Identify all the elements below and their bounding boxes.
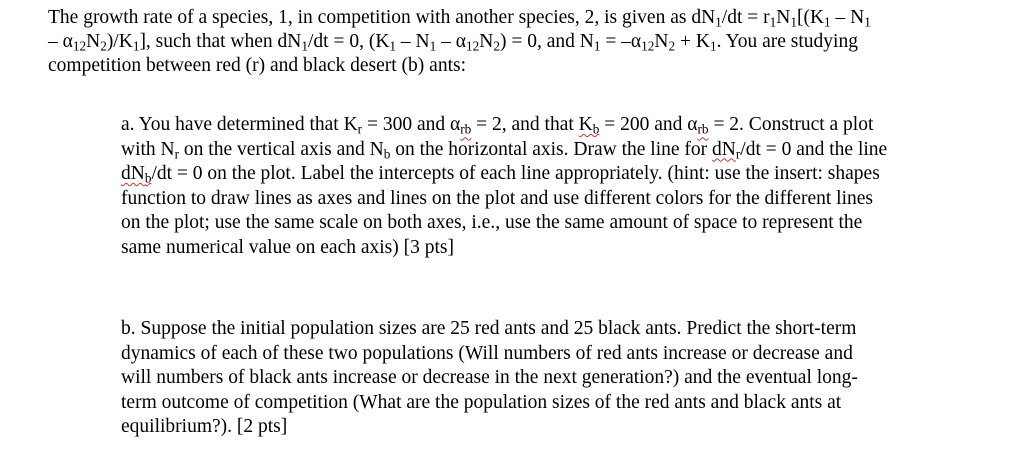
part-b-line-2: dynamics of each of these two populations (Will numbers of red ants increase or decrease and — [121, 342, 853, 364]
part-a-line-5: on the plot; use the same scale on both axes, i.e., use the same amount of space to represent the — [121, 212, 863, 233]
part-a-line-6: same numerical value on each axis) [3 pts] — [121, 236, 454, 258]
part-a-question — [121, 113, 1001, 260]
part-b-line-1: b. Suppose the initial population sizes are 25 red ants and 25 black ants. Predict the short-term — [121, 318, 857, 339]
part-a-line-4: function to draw lines as axes and lines on the plot and use different colors for the different lines — [121, 187, 873, 209]
part-b-line-3: will numbers of black ants increase or decrease in the next generation?) and the eventual long- — [121, 367, 858, 388]
intro-line-1: The growth rate of a species, 1, in competition with another species, 2, is given as $dN_1/dt = r_1N_1[(K_1 - N_1$ — [48, 7, 871, 30]
intro-line-3: competition between red (r) and black desert (b) ants: — [48, 55, 467, 76]
intro-paragraph — [48, 6, 1008, 78]
part-a-line-2: with $N_r$ on the vertical axis and $N_b$ on the horizontal axis. Draw the line for $dN_r/dt = 0$ and the line — [121, 138, 888, 161]
intro-line-2: – $\alpha_{12}N_2)/K_1$], such that when $dN_1/dt = 0$, $(K_1 - N_1 - \alpha_{12}N_2) = 0$, and $N_1 = -\alpha_{12}N_2 + K_1$. You are studying — [48, 31, 858, 54]
part-b-line-4: term outcome of competition (What are the population sizes of the red ants and black ants at — [121, 391, 842, 413]
part-b-line-5: equilibrium?). [2 pts] — [121, 416, 288, 437]
part-b-question — [121, 317, 1001, 440]
part-a-line-3: $dN_b/dt = 0$ on the plot. Label the intercepts of each line appropriately. (hint: use the insert: shapes — [121, 163, 880, 186]
part-a-line-1: a. You have determined that $K_r = 300$ and $\alpha_{rb} = 2$, and that $K_b = 200$ and $\alpha_{rb} = 2$. Construct a plot — [121, 114, 874, 137]
